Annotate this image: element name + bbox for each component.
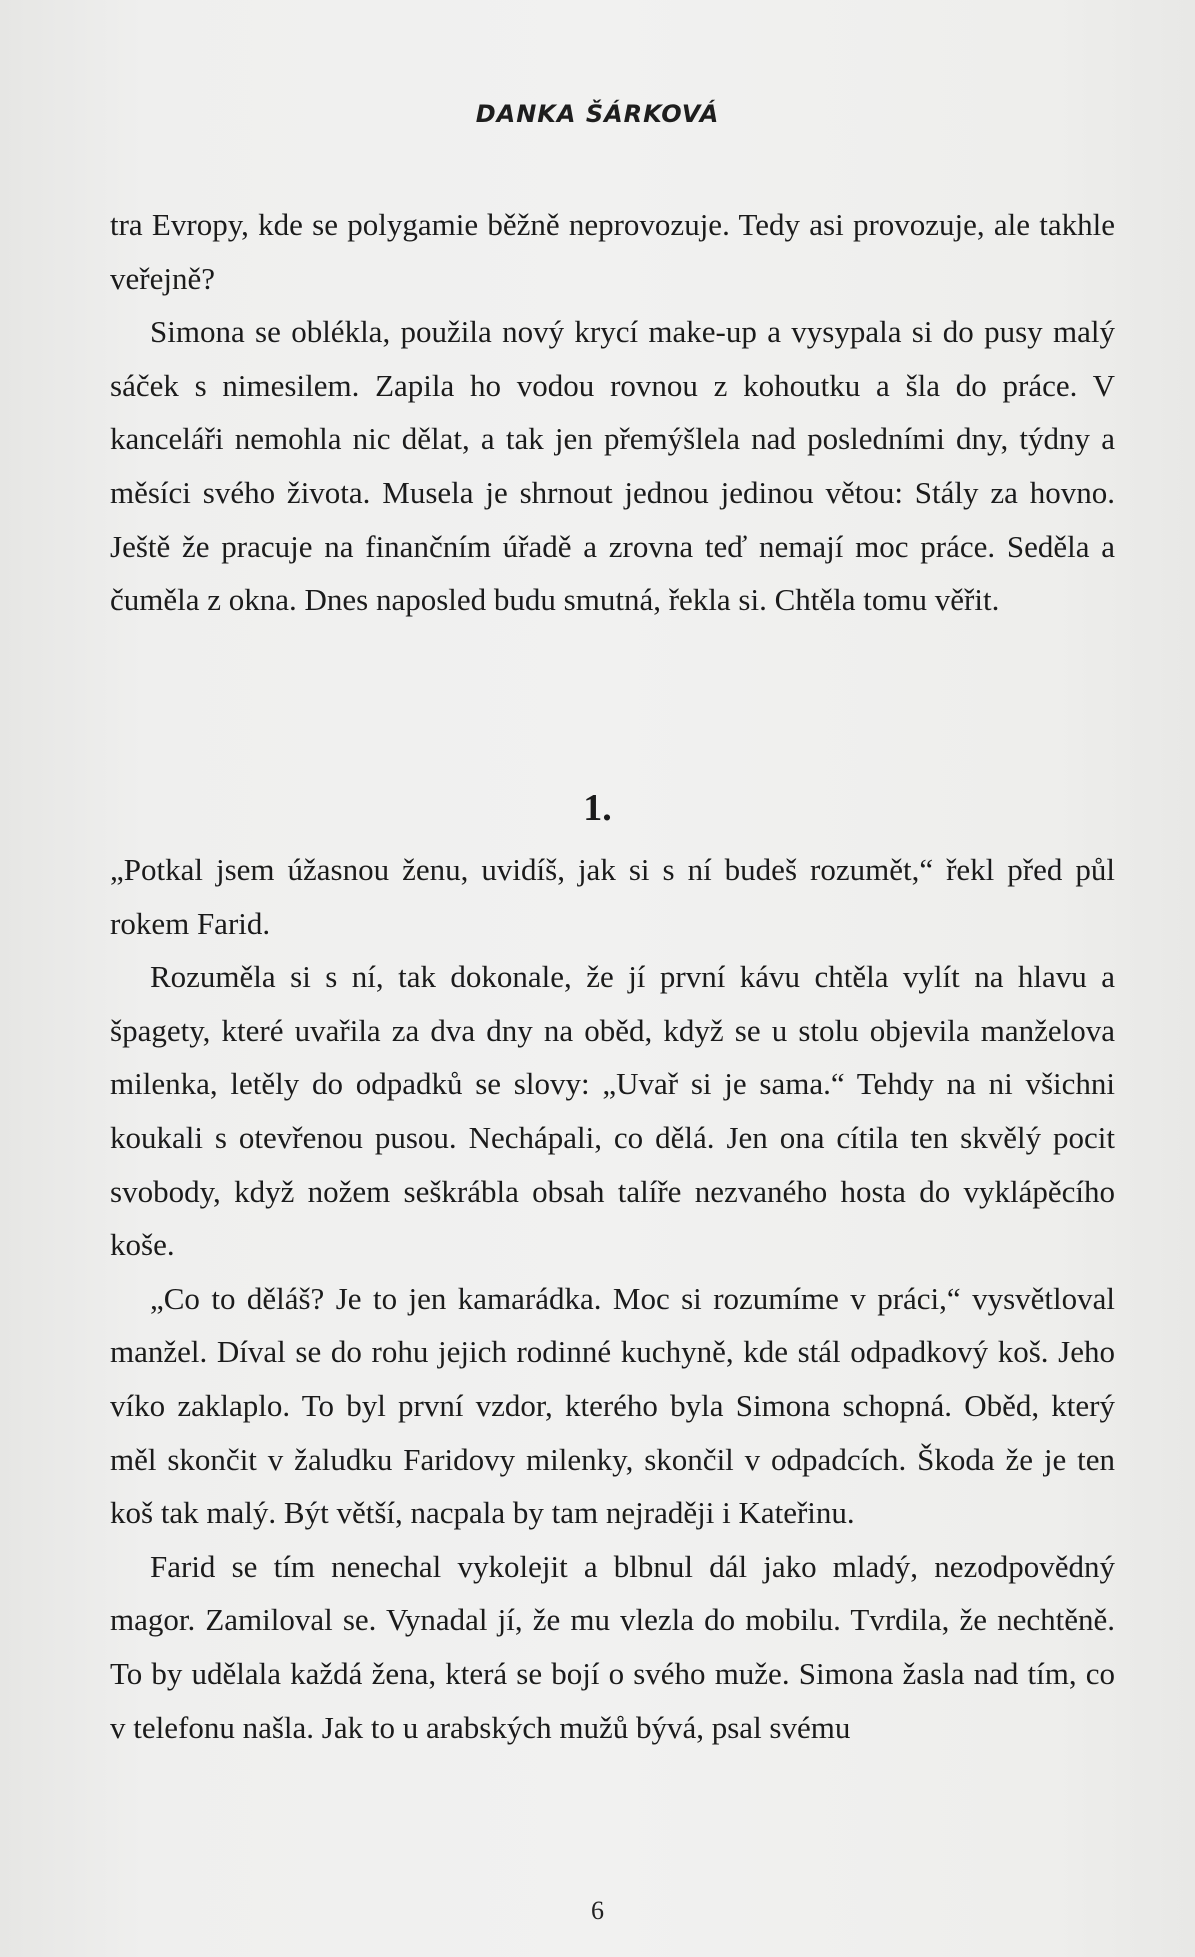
paragraph: Farid se tím nenechal vykolejit a blbnul dál jako mladý, nezodpovědný magor. Zamiloval se. Vynadal jí, že mu vlezla do mobilu. Tvrdila, že nechtěně. To by udělala každá žena, která se bojí o svého muže. Simona žasla nad tím, co v telefonu našla. Jak to u arabských mužů bývá, psal svému — [110, 1548, 1115, 1745]
chapter-number: 1. — [583, 787, 612, 829]
paragraph: „Co to děláš? Je to jen kamarádka. Moc si rozumíme v práci,“ vysvětloval manžel. Díval se do rohu jejich rodinné kuchyně, kde stál odpadkový koš. Jeho víko zaklaplo. To byl první vzdor, kterého byla Simona schopná. Oběd, který měl skončit v žaludku Faridovy milenky, skončil v odpadcích. Škoda že je ten koš tak malý. Být větší, nacpala by tam nejraději i Kateřinu. — [110, 1280, 1115, 1531]
intro-text — [110, 198, 1115, 627]
page-number: 6 — [591, 1896, 604, 1925]
paragraph: Simona se oblékla, použila nový krycí make-up a vysypala si do pusy malý sáček s nimesilem. Zapila ho vodou rovnou z kohoutku a šla do práce. V kanceláři nemohla nic dělat, a tak jen přemýšlela nad posledními dny, týdny a měsíci svého života. Musela je shrnout jednou jedinou větou: Stály za hovno. Ještě že pracuje na finančním úřadě a zrovna teď nemají moc práce. Seděla a čuměla z okna. Dnes naposled budu smutná, řekla si. Chtěla tomu věřit. — [110, 314, 1115, 618]
chapter-text — [110, 843, 1115, 1754]
paragraph: „Potkal jsem úžasnou ženu, uvidíš, jak si s ní budeš rozumět,“ řekl před půl rokem Farid. — [110, 852, 1115, 941]
paragraph: Rozuměla si s ní, tak dokonale, že jí první kávu chtěla vylít na hlavu a špagety, které uvařila za dva dny na oběd, když se u stolu objevila manželova milenka, letěly do odpadků se slovy: „Uvař si je sama.“ Tehdy na ni všichni koukali s otevřenou pusou. Nechápali, co dělá. Jen ona cítila ten skvělý pocit svobody, když nožem seškrábla obsah talíře nezvaného hosta do vyklápěcího koše. — [110, 959, 1115, 1263]
paragraph: tra Evropy, kde se polygamie běžně neprovozuje. Tedy asi provozuje, ale takhle veřejně? — [110, 207, 1115, 296]
running-head: DANKA ŠÁRKOVÁ — [475, 100, 720, 128]
